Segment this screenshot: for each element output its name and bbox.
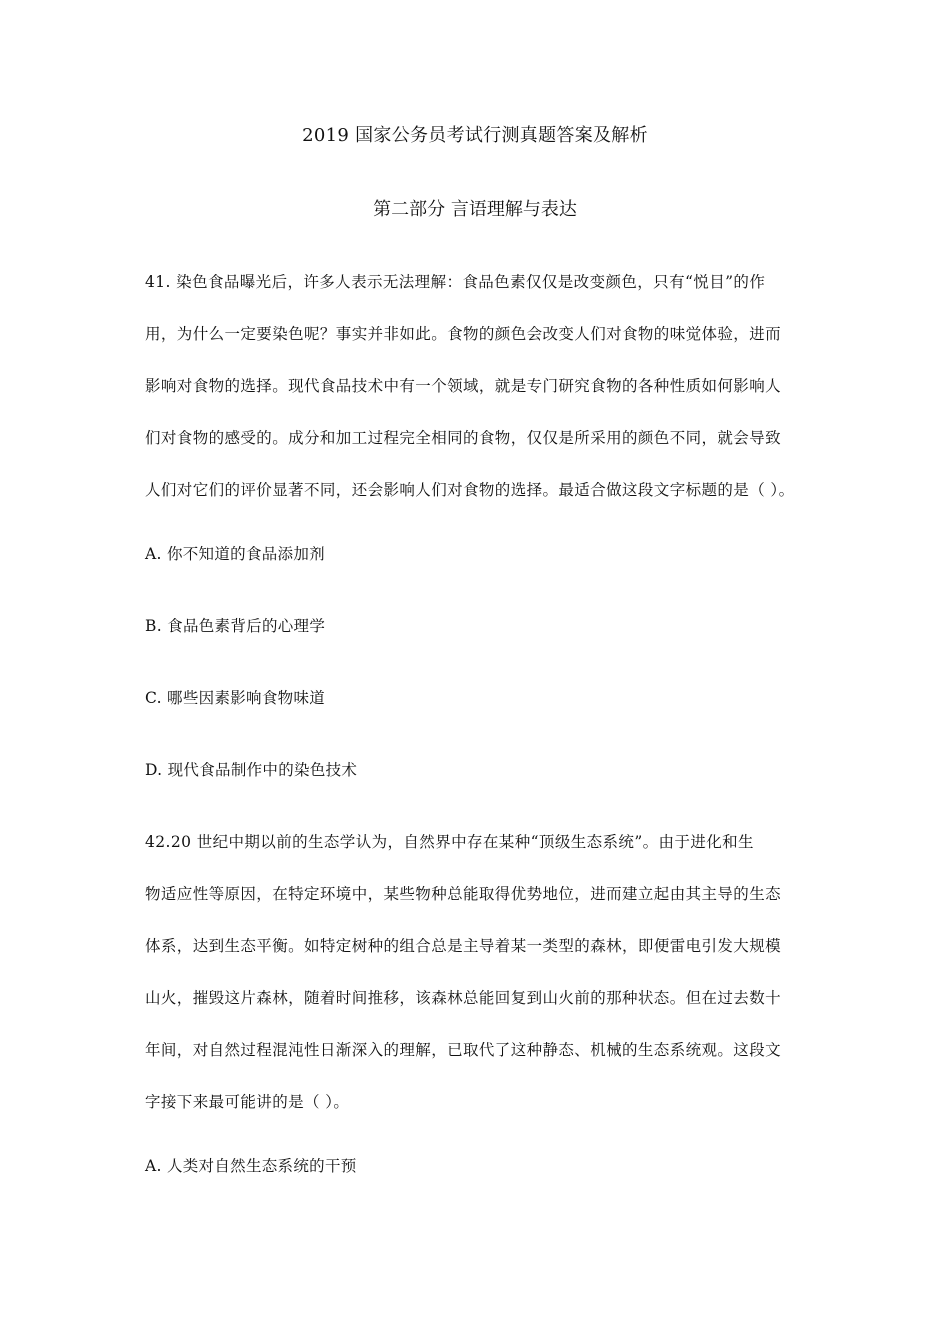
question-line: 人们对它们的评价显著不同，还会影响人们对食物的选择。最适合做这段文字标题的是（ ）。 [145, 481, 795, 499]
question-41-option-b: B. 食品色素背后的心理学 [145, 617, 326, 635]
question-42-stem [145, 829, 810, 1115]
document-title: 2019 国家公务员考试行测真题答案及解析 [302, 125, 648, 146]
question-41-option-a: A. 你不知道的食品添加剂 [145, 545, 325, 563]
question-line: 物适应性等原因，在特定环境中，某些物种总能取得优势地位，进而建立起由其主导的生态 [145, 885, 782, 903]
question-line: 体系，达到生态平衡。如特定树种的组合总是主导着某一类型的森林，即便雷电引发大规模 [145, 937, 782, 955]
question-line: 们对食物的感受的。成分和加工过程完全相同的食物，仅仅是所采用的颜色不同，就会导致 [145, 429, 782, 447]
question-42-option-a: A. 人类对自然生态系统的干预 [145, 1157, 357, 1175]
question-line: 用，为什么一定要染色呢？事实并非如此。食物的颜色会改变人们对食物的味觉体验，进而 [145, 325, 782, 343]
question-line: 山火，摧毁这片森林，随着时间推移，该森林总能回复到山火前的那种状态。但在过去数十 [145, 989, 782, 1007]
question-line: 影响对食物的选择。现代食品技术中有一个领域，就是专门研究食物的各种性质如何影响人 [145, 377, 782, 395]
question-line: 年间，对自然过程混沌性日渐深入的理解，已取代了这种静态、机械的生态系统观。这段文 [145, 1041, 782, 1059]
question-line: 41. 染色食品曝光后，许多人表示无法理解：食品色素仅仅是改变颜色，只有“悦目”的作 [145, 273, 766, 291]
section-heading: 第二部分 言语理解与表达 [373, 199, 577, 220]
question-41-stem [145, 269, 810, 503]
question-41-option-c: C. 哪些因素影响食物味道 [145, 689, 326, 707]
question-line: 42.20 世纪中期以前的生态学认为，自然界中存在某种“顶级生态系统”。由于进化和生 [145, 833, 754, 851]
question-41-option-d: D. 现代食品制作中的染色技术 [145, 761, 358, 779]
question-line: 字接下来最可能讲的是（ ）。 [145, 1093, 350, 1111]
